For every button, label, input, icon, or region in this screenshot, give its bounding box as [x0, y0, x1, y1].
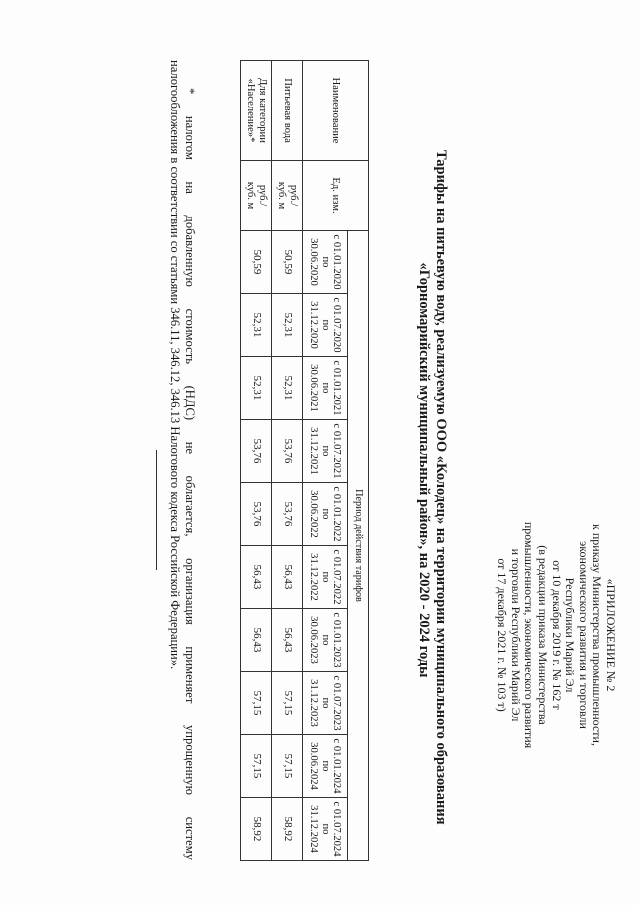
appendix-line: (в редакции приказа Министерства — [536, 545, 551, 725]
header-name: Наименование — [303, 61, 369, 161]
table-row — [272, 61, 303, 861]
period-po: по — [319, 760, 331, 772]
tariff-value: 57,15 — [241, 672, 272, 735]
period-header-1 — [303, 231, 348, 294]
tariff-table — [240, 60, 369, 861]
tariff-value: 53,76 — [272, 420, 303, 483]
row-unit — [272, 161, 303, 231]
header-period: Период действия тарифов — [348, 231, 369, 861]
period-po: по — [319, 445, 331, 457]
row-name — [272, 61, 303, 161]
period-to: 30.06.2021 — [308, 364, 320, 412]
period-po: по — [319, 256, 331, 268]
appendix-line: и торговли Республики Марий Эл — [508, 548, 523, 722]
footnote — [167, 60, 197, 860]
row-unit-line: руб./ — [287, 184, 299, 207]
footnote-line-2: налогообложения в соответствии со статьями 346.11, 346.12, 346.13 Налогового кодекса Российской Федерации». — [168, 60, 182, 670]
tariff-value: 57,15 — [272, 672, 303, 735]
period-from: с 01.07.2022 — [331, 549, 343, 605]
period-from: с 01.01.2022 — [331, 486, 343, 542]
period-from: с 01.01.2020 — [331, 234, 343, 290]
period-header-3 — [303, 357, 348, 420]
appendix-line: промышленности, экономического развития — [522, 521, 537, 749]
tariff-value: 52,31 — [241, 294, 272, 357]
title-line-2: «Горномарийский муниципальный район», на 2020 - 2024 годы — [416, 262, 432, 678]
period-po: по — [319, 508, 331, 520]
period-header-6 — [303, 546, 348, 609]
tariff-value: 50,59 — [241, 231, 272, 294]
period-from: с 01.07.2024 — [331, 801, 343, 857]
row-unit-line: руб./ — [256, 184, 268, 207]
table-row — [241, 61, 272, 861]
appendix-line: к приказу Министерства промышленности, — [590, 524, 605, 746]
period-po: по — [319, 382, 331, 394]
period-from: с 01.01.2023 — [331, 612, 343, 668]
appendix-line: от 10 декабря 2019 г. № 162 т — [549, 560, 564, 710]
period-po: по — [319, 319, 331, 331]
period-po: по — [319, 697, 331, 709]
appendix-line: «ПРИЛОЖЕНИЕ № 2 — [604, 578, 618, 692]
period-from: с 01.07.2020 — [331, 297, 343, 353]
period-to: 31.12.2022 — [308, 553, 320, 601]
tariff-value: 57,15 — [241, 735, 272, 798]
period-header-2 — [303, 294, 348, 357]
period-po: по — [319, 571, 331, 583]
period-header-10 — [303, 798, 348, 861]
period-from: с 01.07.2023 — [331, 675, 343, 731]
tariff-value: 58,92 — [272, 798, 303, 861]
tariff-value: 56,43 — [241, 609, 272, 672]
tariff-value: 50,59 — [272, 231, 303, 294]
appendix-line: от 17 декабря 2021 г. № 103 т) — [495, 558, 510, 712]
title-line-1: Тарифы на питьевую воду, реализуемую ООО «Колодец» на территории муниципального образования — [433, 150, 449, 825]
closing-rule — [156, 450, 157, 570]
period-from: с 01.01.2021 — [331, 360, 343, 416]
row-unit-line: куб. м — [245, 181, 256, 210]
tariff-value: 52,31 — [241, 357, 272, 420]
tariff-value: 53,76 — [241, 483, 272, 546]
row-name-line: Для категории — [256, 78, 268, 143]
period-from: с 01.01.2024 — [331, 738, 343, 794]
tariff-value: 52,31 — [272, 294, 303, 357]
tariff-value: 56,43 — [272, 609, 303, 672]
period-po: по — [319, 823, 331, 835]
period-to: 31.12.2023 — [308, 679, 320, 727]
tariff-value: 58,92 — [241, 798, 272, 861]
period-header-9 — [303, 735, 348, 798]
period-header-5 — [303, 483, 348, 546]
period-header-7 — [303, 609, 348, 672]
row-name — [241, 61, 272, 161]
appendix-reference — [495, 470, 617, 800]
period-header-8 — [303, 672, 348, 735]
document-title — [415, 150, 449, 825]
row-unit — [241, 161, 272, 231]
tariff-value: 53,76 — [272, 483, 303, 546]
period-po: по — [319, 634, 331, 646]
period-to: 31.12.2020 — [308, 301, 320, 349]
appendix-line: Республики Марий Эл — [563, 577, 578, 693]
row-unit-line: куб. м — [276, 181, 287, 210]
period-to: 30.06.2022 — [308, 490, 320, 538]
period-to: 30.06.2023 — [308, 616, 320, 664]
period-header-4 — [303, 420, 348, 483]
period-from: с 01.07.2021 — [331, 423, 343, 479]
row-name-line: «Население»* — [245, 78, 256, 143]
tariff-value: 56,43 — [241, 546, 272, 609]
period-to: 31.12.2024 — [308, 805, 320, 853]
row-name-line: Питьевая вода — [281, 78, 293, 143]
header-unit: Ед. изм. — [303, 161, 369, 231]
footnote-line-1: * налогом на добавленную стоимость (НДС) не облагается, организация применяет упрощенную систему — [183, 88, 197, 860]
tariff-value: 57,15 — [272, 735, 303, 798]
period-to: 30.06.2024 — [308, 742, 320, 790]
period-to: 31.12.2021 — [308, 427, 320, 475]
period-to: 30.06.2020 — [308, 238, 320, 286]
tariff-value: 56,43 — [272, 546, 303, 609]
appendix-line: экономического развития и торговли — [576, 541, 591, 729]
tariff-value: 52,31 — [272, 357, 303, 420]
tariff-value: 53,76 — [241, 420, 272, 483]
